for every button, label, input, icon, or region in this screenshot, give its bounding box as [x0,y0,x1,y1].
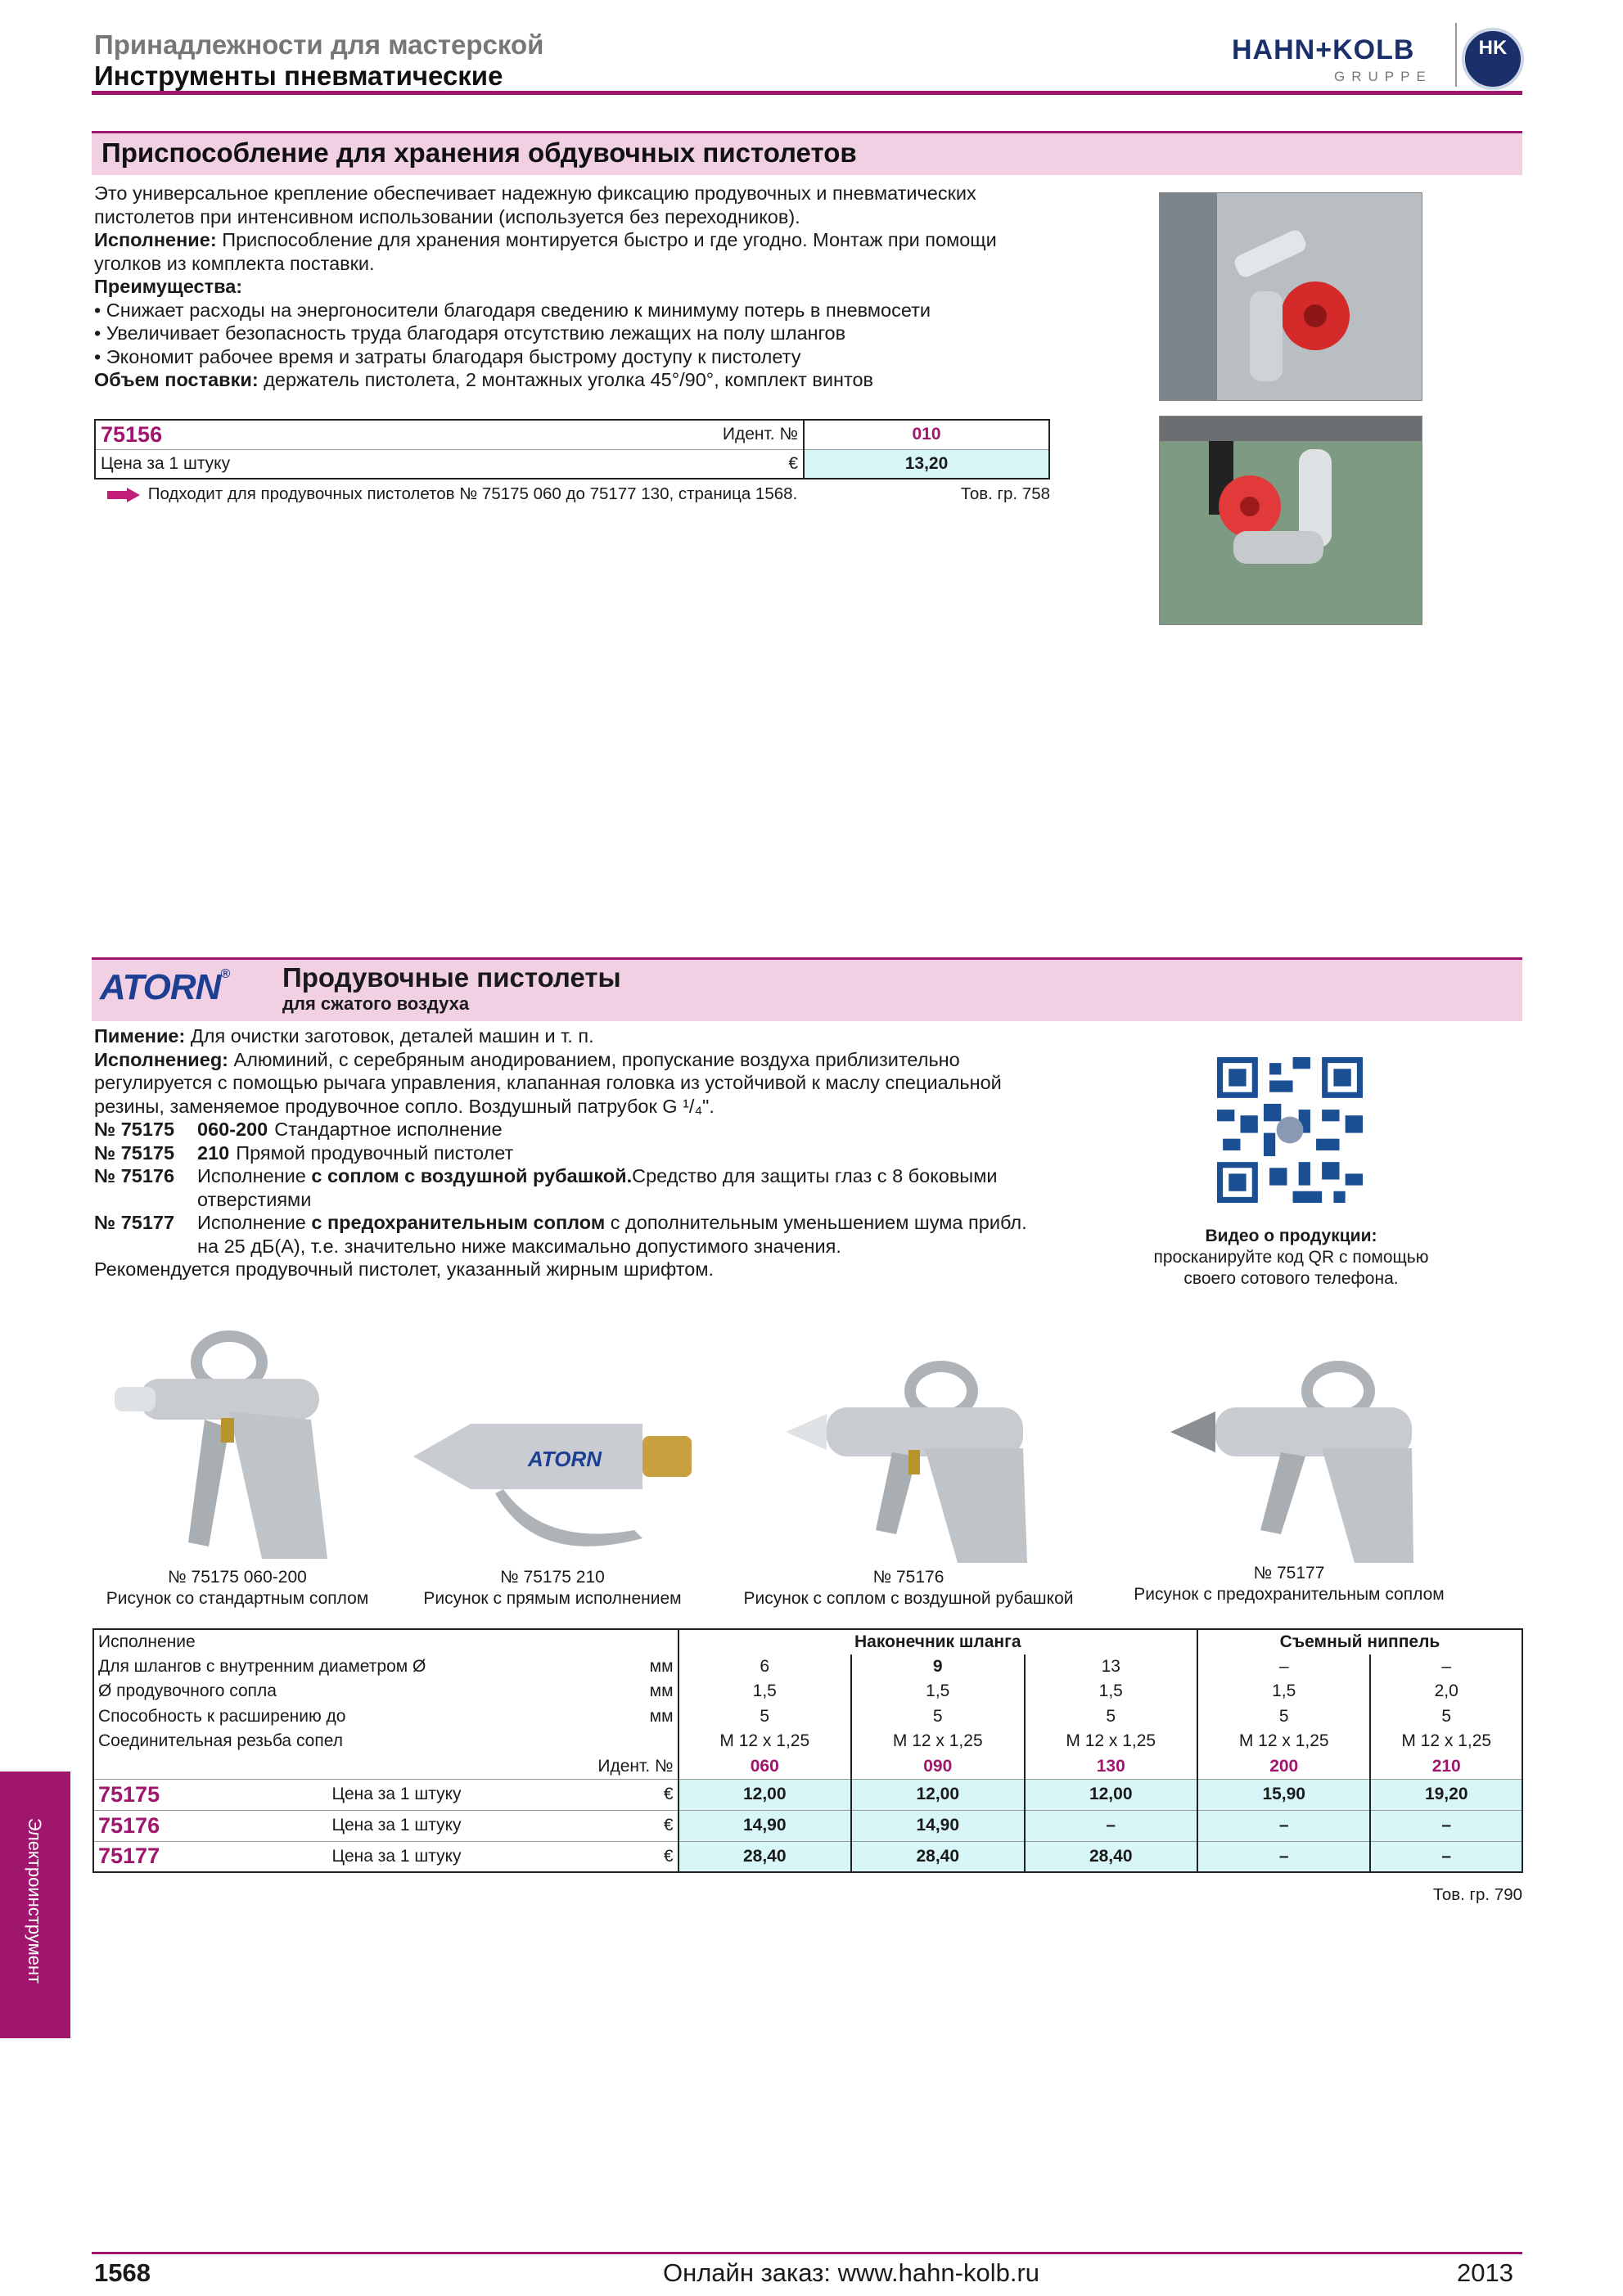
spec-price-table [92,1628,1523,1873]
product-group: Тов. гр. 790 [1432,1885,1522,1904]
logo-divider [1455,23,1457,87]
section-description [94,182,1052,392]
holder-photo-2 [1159,416,1422,625]
catalog-year: 2013 [1457,2258,1513,2287]
table-header-label: Исполнение [98,1632,196,1651]
variant-row: № 75177 Исполнение с предохранительным соплом с дополнительным уменьшением шума прибл. на 25 дБ(А), т.е. значительно ниже максимально допустимого значения. [94,1212,1027,1257]
gun-image-straight [405,1391,700,1563]
variant-row: № 75175 060-200 Стандартное исполнение [94,1119,503,1140]
gun-caption-straight: № 75175 210 Рисунок с прямым исполнением [423,1568,682,1608]
price-row: 75175 Цена за 1 штуку € 12,00 12,00 12,00 15,90 19,20 [93,1779,1522,1810]
section-description [94,1024,1052,1281]
spec-row: Способность к расширению до мм 5 5 5 5 5 [93,1704,1522,1730]
price-row: 75177 Цена за 1 штуку € 28,40 28,40 28,40 – – [93,1841,1522,1872]
page-number: 1568 [94,2258,151,2287]
spec-row: Ø продувочного сопла мм 1,5 1,5 1,5 1,5 2,0 [93,1679,1522,1704]
order-link[interactable]: Онлайн заказ: www.hahn-kolb.ru [662,2258,1040,2287]
article-number: 75156 [101,421,163,447]
intro-text: Это универсальное крепление обеспечивает надежную фиксацию продувочных и пневматических пистолетов при интенсивном использовании (используется без переходников). [94,182,976,227]
price-label: Цена за 1 штуку [101,453,231,473]
advantage-item: • Снижает расходы на энергоносители благодаря сведению к минимуму потерь в пневмосети [94,299,931,321]
holder-illustration [1160,193,1422,401]
price-table [94,419,1050,479]
footer-rule [92,2252,1522,2254]
holder-mounted-illustration [1160,416,1422,625]
advantages-label: Преимущества: [94,276,243,297]
section-title: Продувочные пистолеты [282,962,621,993]
currency: € [788,453,798,473]
recommend-line: Рекомендуется продувочный пистолет, указанный жирным шрифтом. [94,1258,715,1280]
group-nipple: Съемный ниппель [1197,1629,1522,1654]
ident-label: Идент. № [722,425,798,444]
side-tab-label: Электроинструмент [25,1817,45,1984]
spec-row: Соединительная резьба сопел M 12 x 1,25 M 12 x 1,25 M 12 x 1,25 M 12 x 1,25 M 12 x 1,25 [93,1729,1522,1754]
holder-photo-1 [1159,192,1422,401]
compat-note: Подходит для продувочных пистолетов № 75175 060 до 75177 130, страница 1568. Тов. гр. 758 [94,484,1050,504]
application-line: Пимение: Для очистки заготовок, деталей машин и т. п. [94,1025,594,1047]
gun-image-safety [1158,1354,1420,1563]
section-title: Приспособление для хранения обдувочных пистолетов [101,137,857,168]
gun-caption-standard: № 75175 060-200 Рисунок со стандартным соплом [106,1568,369,1608]
atorn-logo: ATORN® [100,967,230,1007]
execution-line: Исполнениеg: Алюминий, с серебряным анодированием, пропускание воздуха приблизительно регулируется с помощью рычага управления, клапанная головка из устойчивой к маслу специальной резины, заменяемое продувочное сопло. Воздушный патрубок G ¹/₄". [94,1048,1002,1117]
ident-row: Идент. № 060 090 130 200 210 [93,1754,1522,1780]
header-rule [92,91,1522,95]
qr-caption: Видео о продукции: просканируйте код QR с помощью своего сотового телефона. [1153,1227,1429,1288]
blow-gun-air-jacket-illustration [778,1358,1031,1563]
svg-text:ATORN: ATORN [528,1447,602,1471]
price-value: 13,20 [804,449,1049,479]
execution-line: Исполнение: Приспособление для хранения монтируется быстро и где угодно. Монтаж при помощи уголков из комплекта поставки. [94,229,997,274]
spec-row: Для шлангов с внутренним диаметром Ø мм 6 9 13 – – [93,1654,1522,1680]
ident-code: 010 [804,420,1049,449]
gun-caption-safety: № 75177 Рисунок с предохранительным соплом [1134,1564,1445,1604]
variant-row: № 75175 210 Прямой продувочный пистолет [94,1141,514,1164]
advantage-item: • Увеличивает безопасность труда благодаря отсутствию лежащих на полу шлангов [94,322,846,344]
page-title: Инструменты пневматические [94,61,503,91]
header-category: Принадлежности для мастерской [94,29,544,60]
advantage-item: • Экономит рабочее время и затраты благодаря быстрому доступу к пистолету [94,345,801,367]
brand-logo-text: HAHN+KOLB [1232,34,1415,65]
variant-row: № 75176 Исполнение с соплом с воздушной рубашкой.Средство для защиты глаз с 8 боковыми отверстиями [94,1165,998,1210]
qr-code-icon [1217,1057,1363,1203]
gun-image-standard [106,1330,352,1567]
blow-gun-straight-illustration [405,1391,700,1563]
arrow-right-icon [127,488,140,502]
section-subtitle: для сжатого воздуха [282,993,470,1014]
gun-caption-air-jacket: № 75176 Рисунок с соплом с воздушной рубашкой [743,1568,1074,1608]
brand-logo-sub: GRUPPE [1334,69,1432,84]
price-row: 75176 Цена за 1 штуку € 14,90 14,90 – – – [93,1810,1522,1841]
table-header-row [93,1629,1522,1654]
group-hose-tip: Наконечник шланга [679,1629,1197,1654]
delivery-line: Объем поставки: держатель пистолета, 2 монтажных уголка 45°/90°, комплект винтов [94,369,874,390]
qr-code[interactable] [1217,1057,1363,1203]
product-group: Тов. гр. 758 [960,484,1050,503]
blow-gun-standard-illustration [106,1330,352,1567]
hk-emblem-icon: HK [1462,28,1524,90]
blow-gun-safety-illustration [1158,1354,1420,1563]
gun-image-air-jacket [778,1358,1031,1563]
